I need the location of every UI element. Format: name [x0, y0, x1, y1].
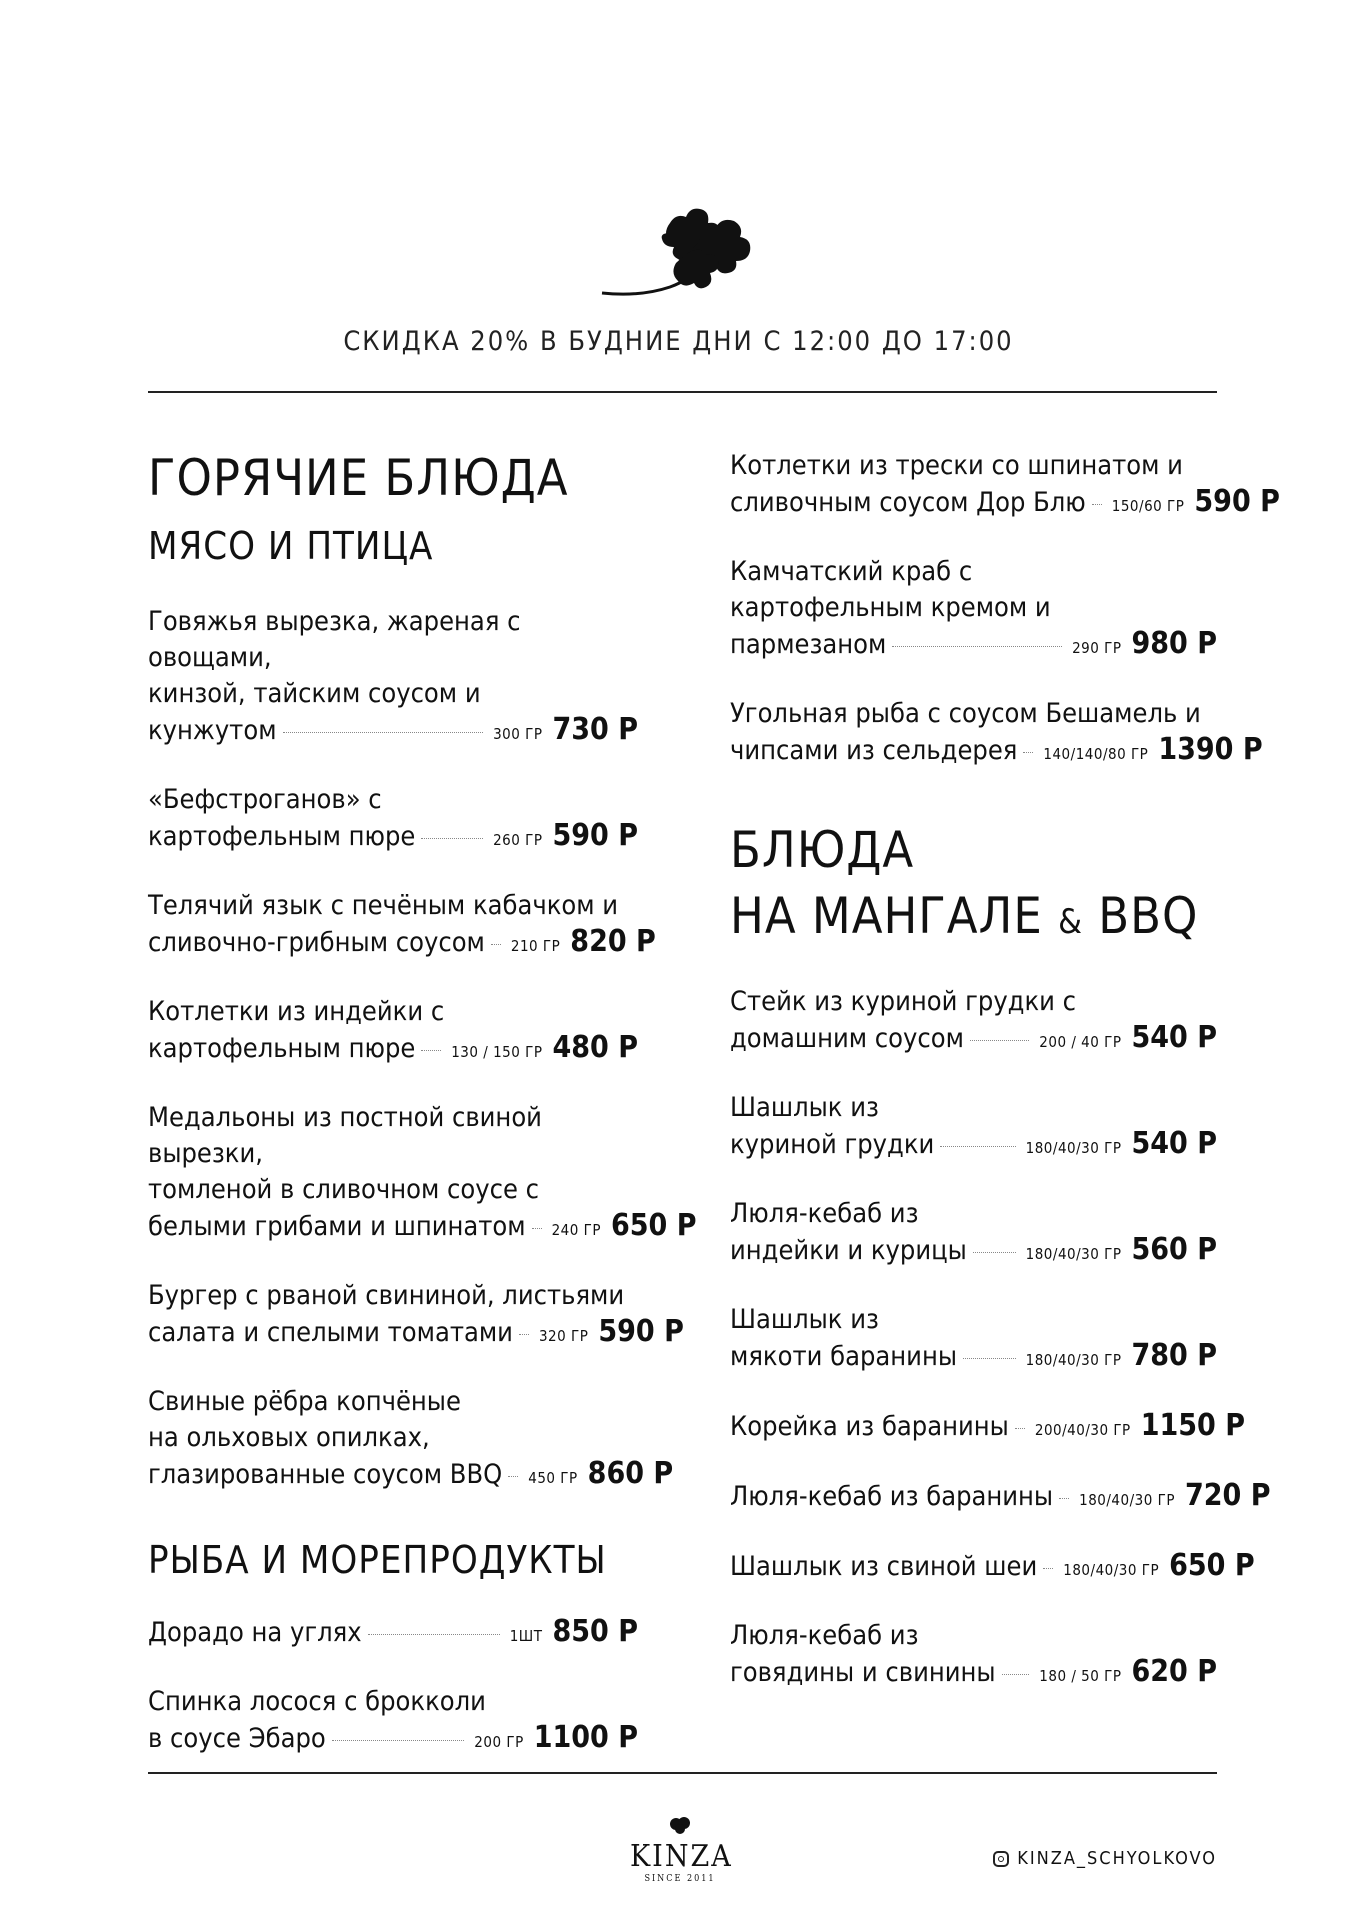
menu-item — [730, 554, 1217, 666]
menu-item-weight: 150/60 ГР — [1111, 497, 1185, 515]
dot-leader — [892, 646, 1062, 647]
menu-item-name-line: Бургер с рваной свининой, листьями — [148, 1280, 625, 1311]
subsection-title-meat: МЯСО И ПТИЦА — [148, 524, 434, 568]
menu-item-price-line — [148, 712, 638, 752]
menu-item-weight: 300 ГР — [493, 725, 543, 743]
menu-item-name-line: Телячий язык с печёным кабачком и — [148, 890, 619, 921]
menu-item-price-line — [730, 1126, 1217, 1166]
menu-item-price: 560 Р — [1131, 1232, 1217, 1267]
menu-item — [148, 782, 638, 858]
fish-list — [148, 1614, 638, 1760]
menu-item-name-line: Дорадо на углях — [148, 1617, 362, 1648]
menu-item-price-line — [730, 484, 1280, 524]
menu-item — [730, 1196, 1217, 1272]
menu-item-price: 590 Р — [598, 1314, 684, 1349]
dot-leader — [1002, 1674, 1030, 1675]
menu-item-price: 720 Р — [1184, 1478, 1271, 1513]
bbq-title-amp: & — [1058, 902, 1083, 942]
menu-item-price-line — [148, 1456, 674, 1496]
menu-item — [148, 604, 638, 752]
menu-item-price: 650 Р — [611, 1208, 697, 1243]
menu-item-name-line: куриной грудки — [730, 1129, 935, 1160]
menu-item-price-line — [730, 1654, 1217, 1694]
menu-item-weight: 200 / 40 ГР — [1039, 1033, 1122, 1051]
menu-item-weight: 240 ГР — [551, 1221, 601, 1239]
dot-leader — [1015, 1428, 1025, 1429]
footer-logo — [630, 1815, 733, 1884]
menu-item-price: 980 Р — [1131, 626, 1217, 661]
menu-item-name-line: белыми грибами и шпинатом — [148, 1211, 526, 1242]
menu-item-name-line: картофельным пюре — [148, 821, 416, 852]
menu-item-name-line: сливочно-грибным соусом — [148, 927, 485, 958]
menu-item-price-line — [730, 626, 1217, 666]
menu-item-weight: 180/40/30 ГР — [1025, 1139, 1122, 1157]
menu-item-name-line: Шашлык из — [730, 1092, 879, 1123]
menu-item-price-line — [730, 1408, 1245, 1448]
menu-item-name-line: салата и спелыми томатами — [148, 1317, 513, 1348]
menu-item — [730, 448, 1280, 524]
menu-item-name-line: пармезаном — [730, 629, 887, 660]
menu-item-price-line — [148, 1030, 638, 1070]
menu-item-weight: 140/140/80 ГР — [1043, 745, 1149, 763]
menu-item — [148, 1384, 674, 1496]
menu-item-name-line: Люля-кебаб из — [730, 1620, 919, 1651]
menu-item-weight: 200/40/30 ГР — [1034, 1421, 1131, 1439]
dot-leader — [1023, 752, 1033, 753]
menu-item-price: 620 Р — [1131, 1654, 1217, 1689]
menu-item-name-line: Стейк из куриной грудки с — [730, 986, 1077, 1017]
bbq-title-text: НА МАНГАЛЕ — [730, 887, 1043, 945]
menu-item-weight: 180/40/30 ГР — [1063, 1561, 1160, 1579]
menu-item-name-line: чипсами из сельдерея — [730, 735, 1018, 766]
menu-item-price: 780 Р — [1131, 1338, 1217, 1373]
dot-leader — [491, 944, 501, 945]
menu-item-price: 850 Р — [552, 1614, 638, 1649]
cilantro-leaf-icon — [600, 205, 760, 305]
dot-leader — [963, 1358, 1016, 1359]
menu-item-name-line: Камчатский краб с — [730, 556, 973, 587]
menu-item-weight: 180/40/30 ГР — [1079, 1491, 1175, 1509]
menu-item-name-line: говядины и свинины — [730, 1657, 996, 1688]
menu-item-price: 480 Р — [552, 1030, 638, 1065]
menu-item-weight: 1ШТ — [509, 1627, 543, 1645]
menu-item-name-line: сливочным соусом Дор Блю — [730, 487, 1086, 518]
menu-item-price: 860 Р — [587, 1456, 674, 1491]
menu-item-price: 1100 Р — [533, 1720, 638, 1755]
menu-item-name-line: Медальоны из постной свиной вырезки, — [148, 1102, 542, 1169]
dot-leader — [421, 838, 483, 839]
menu-item-price-line — [730, 1338, 1217, 1378]
menu-item-weight: 210 ГР — [510, 937, 561, 955]
menu-item — [730, 1478, 1271, 1518]
menu-item-name-line: Свиные рёбра копчёные — [148, 1386, 461, 1417]
menu-item — [730, 1408, 1245, 1448]
menu-item-name-line: кунжутом — [148, 715, 277, 746]
menu-item-name-line: на ольховых опилках, — [148, 1422, 430, 1453]
menu-item-price: 820 Р — [570, 924, 656, 959]
left-column — [148, 448, 697, 1760]
dot-leader — [508, 1476, 518, 1477]
menu-item-price-line — [148, 1314, 684, 1354]
menu-item-name-line: Люля-кебаб из баранины — [730, 1481, 1054, 1512]
dot-leader — [1043, 1568, 1053, 1569]
dot-leader — [1092, 504, 1102, 505]
bbq-title-line-1: БЛЮДА — [730, 821, 915, 879]
menu-item-name-line: картофельным пюре — [148, 1033, 416, 1064]
menu-item-price: 1390 Р — [1158, 732, 1263, 767]
menu-item-price-line — [148, 1208, 697, 1248]
menu-item — [730, 984, 1217, 1060]
brand-since: SINCE 2011 — [644, 1874, 716, 1884]
cilantro-small-icon — [667, 1815, 693, 1835]
menu-item-price-line — [148, 1720, 638, 1760]
menu-item-name-line: домашним соусом — [730, 1023, 964, 1054]
menu-item-name-line: Угольная рыба с соусом Бешамель и — [730, 698, 1201, 729]
dot-leader — [973, 1252, 1016, 1253]
instagram-handle: KINZA_SCHYOLKOVO — [1017, 1848, 1217, 1869]
menu-item — [148, 1100, 697, 1248]
menu-item — [148, 1684, 638, 1760]
menu-item-price-line — [730, 1020, 1217, 1060]
menu-item — [148, 994, 638, 1070]
dot-leader — [368, 1634, 500, 1635]
top-divider — [148, 391, 1217, 393]
menu-item-name-line: индейки и курицы — [730, 1235, 967, 1266]
menu-item-name-line: томленой в сливочном соусе с — [148, 1174, 540, 1205]
bottom-divider — [148, 1772, 1217, 1774]
menu-item-name-line: глазированные соусом BBQ — [148, 1459, 503, 1490]
menu-item — [730, 696, 1263, 772]
menu-item — [730, 1548, 1255, 1588]
menu-item-weight: 290 ГР — [1072, 639, 1122, 657]
menu-item — [148, 1614, 638, 1654]
menu-item-price-line — [730, 732, 1263, 772]
meat-list — [148, 604, 697, 1496]
section-title-hot-dishes: ГОРЯЧИЕ БЛЮДА — [148, 449, 569, 507]
menu-item — [730, 1302, 1217, 1378]
menu-item-name-line: Люля-кебаб из — [730, 1198, 919, 1229]
menu-item — [730, 1618, 1217, 1694]
menu-item-weight: 180/40/30 ГР — [1025, 1245, 1122, 1263]
menu-item-price-line — [730, 1478, 1271, 1518]
menu-item-price: 540 Р — [1131, 1020, 1217, 1055]
menu-item-price-line — [148, 1614, 638, 1654]
section-title-bbq — [730, 820, 1217, 952]
menu-item-price: 590 Р — [1194, 484, 1280, 519]
menu-item-price: 650 Р — [1169, 1548, 1255, 1583]
menu-item-name-line: кинзой, тайским соусом и — [148, 678, 481, 709]
menu-item-price-line — [730, 1232, 1217, 1272]
menu-item-weight: 180 / 50 ГР — [1039, 1667, 1122, 1685]
dot-leader — [421, 1050, 441, 1051]
menu-item-weight: 130 / 150 ГР — [451, 1043, 543, 1061]
menu-item-price: 1150 Р — [1140, 1408, 1245, 1443]
menu-item-name-line: Говяжья вырезка, жареная с овощами, — [148, 606, 521, 673]
menu-item-name-line: мякоти баранины — [730, 1341, 958, 1372]
dot-leader — [970, 1040, 1029, 1041]
menu-item-name-line: Шашлык из — [730, 1304, 879, 1335]
fish-continued-list — [730, 448, 1280, 772]
dot-leader — [332, 1740, 465, 1741]
menu-item — [730, 1090, 1217, 1166]
menu-item-price: 590 Р — [552, 818, 638, 853]
menu-item-price-line — [730, 1548, 1255, 1588]
promo-banner: СКИДКА 20% В БУДНИЕ ДНИ С 12:00 ДО 17:00 — [343, 326, 1014, 357]
bbq-title-bbq: BBQ — [1098, 887, 1199, 945]
instagram-handle-link[interactable] — [993, 1848, 1217, 1869]
menu-item-price: 540 Р — [1131, 1126, 1217, 1161]
menu-item-weight: 450 ГР — [528, 1469, 578, 1487]
dot-leader — [940, 1146, 1015, 1147]
menu-item-name-line: в соусе Эбаро — [148, 1723, 326, 1754]
menu-item-price: 730 Р — [552, 712, 638, 747]
menu-item-weight: 200 ГР — [474, 1733, 524, 1751]
menu-item-name-line: картофельным кремом и — [730, 592, 1051, 623]
menu-item-name-line: «Бефстроганов» с — [148, 784, 382, 815]
dot-leader — [532, 1228, 542, 1229]
instagram-icon — [993, 1851, 1009, 1867]
subsection-title-fish: РЫБА И МОРЕПРОДУКТЫ — [148, 1538, 607, 1582]
menu-item — [148, 1278, 684, 1354]
dot-leader — [519, 1334, 529, 1335]
menu-item-weight: 260 ГР — [493, 831, 543, 849]
menu-item-name-line: Котлетки из индейки с — [148, 996, 445, 1027]
bbq-title-line-2 — [730, 886, 1217, 952]
menu-item-name-line: Шашлык из свиной шеи — [730, 1551, 1038, 1582]
menu-item-name-line: Корейка из баранины — [730, 1411, 1009, 1442]
dot-leader — [1059, 1498, 1069, 1499]
menu-item-weight: 320 ГР — [538, 1327, 589, 1345]
dot-leader — [283, 732, 484, 733]
bbq-list — [730, 984, 1271, 1694]
menu-item — [148, 888, 656, 964]
menu-item-name-line: Спинка лосося с брокколи — [148, 1686, 486, 1717]
menu-item-name-line: Котлетки из трески со шпинатом и — [730, 450, 1183, 481]
menu-item-weight: 180/40/30 ГР — [1025, 1351, 1122, 1369]
right-column — [730, 448, 1280, 1694]
menu-item-price-line — [148, 818, 638, 858]
brand-name: KINZA — [630, 1839, 733, 1874]
menu-item-price-line — [148, 924, 656, 964]
